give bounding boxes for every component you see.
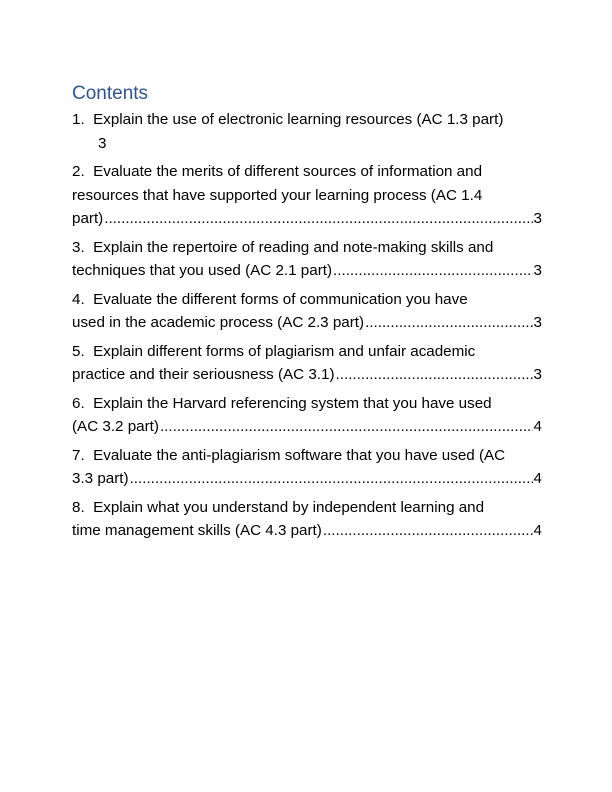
toc-entry-text: Explain the Harvard referencing system that you have used <box>93 394 492 412</box>
toc-entry-number: 4. <box>72 290 85 308</box>
toc-entry-text-last: practice and their seriousness (AC 3.1) <box>72 366 335 383</box>
toc-entry-text-last: time management skills (AC 4.3 part) <box>72 522 322 539</box>
toc-entry-text-last: techniques that you used (AC 2.1 part) <box>72 262 333 279</box>
toc-entry-text: Evaluate the anti-plagiarism software that you have used (AC <box>93 446 506 464</box>
toc-entry-3[interactable] <box>72 236 542 283</box>
toc-entry-page: 3 <box>533 366 542 383</box>
toc-heading: Contents <box>72 83 149 104</box>
toc-entry-text-last: (AC 3.2 part) <box>72 418 159 435</box>
dot-leader <box>323 519 533 543</box>
toc-entry-page: 3 <box>533 314 542 331</box>
toc-entry-number: 1. <box>72 111 85 128</box>
dot-leader <box>333 259 533 283</box>
toc-entry-page: 3 <box>98 134 107 152</box>
toc-entry-number: 2. <box>72 163 85 180</box>
toc-entry-number: 7. <box>72 446 85 464</box>
toc-entry-number: 8. <box>72 498 85 516</box>
toc-entry-text: Explain different forms of plagiarism and unfair academic <box>93 342 476 360</box>
dot-leader <box>336 363 533 387</box>
toc-entry-text-last: used in the academic process (AC 2.3 part) <box>72 314 365 331</box>
toc-entry-text: Evaluate the different forms of communication you have <box>93 290 468 308</box>
toc-entry-page: 4 <box>533 470 542 487</box>
toc-entry-text: Explain what you understand by independent learning and <box>93 498 485 516</box>
toc-entry-text: Explain the use of electronic learning resources (AC 1.3 part) <box>93 111 504 128</box>
toc-entry-page: 4 <box>533 522 542 539</box>
toc-entry-4[interactable] <box>72 288 542 335</box>
toc-entry-text-cont: resources that have supported your learning process (AC 1.4 <box>72 186 483 204</box>
toc-entry-text: Explain the repertoire of reading and note-making skills and <box>93 238 494 256</box>
toc-entry-page: 4 <box>533 418 542 435</box>
toc-list <box>72 108 542 543</box>
dot-leader <box>104 207 532 231</box>
toc-entry-6[interactable] <box>72 392 542 439</box>
dot-leader <box>130 467 533 491</box>
toc-entry-5[interactable] <box>72 340 542 387</box>
toc-entry-7[interactable] <box>72 444 542 491</box>
dot-leader <box>365 311 532 335</box>
toc-entry-number: 5. <box>72 342 85 360</box>
toc-entry-text-last: 3.3 part) <box>72 470 129 487</box>
toc-entry-2[interactable] <box>72 160 542 231</box>
toc-entry-1[interactable] <box>72 108 542 155</box>
dot-leader <box>160 415 533 439</box>
toc-entry-text-last: part) <box>72 210 104 227</box>
table-of-contents <box>72 82 542 548</box>
toc-entry-text: Evaluate the merits of different sources of information and <box>93 163 483 180</box>
toc-entry-page: 3 <box>533 210 542 227</box>
toc-entry-number: 3. <box>72 238 85 256</box>
toc-entry-8[interactable] <box>72 496 542 543</box>
toc-entry-number: 6. <box>72 394 85 412</box>
toc-entry-page: 3 <box>533 262 542 279</box>
